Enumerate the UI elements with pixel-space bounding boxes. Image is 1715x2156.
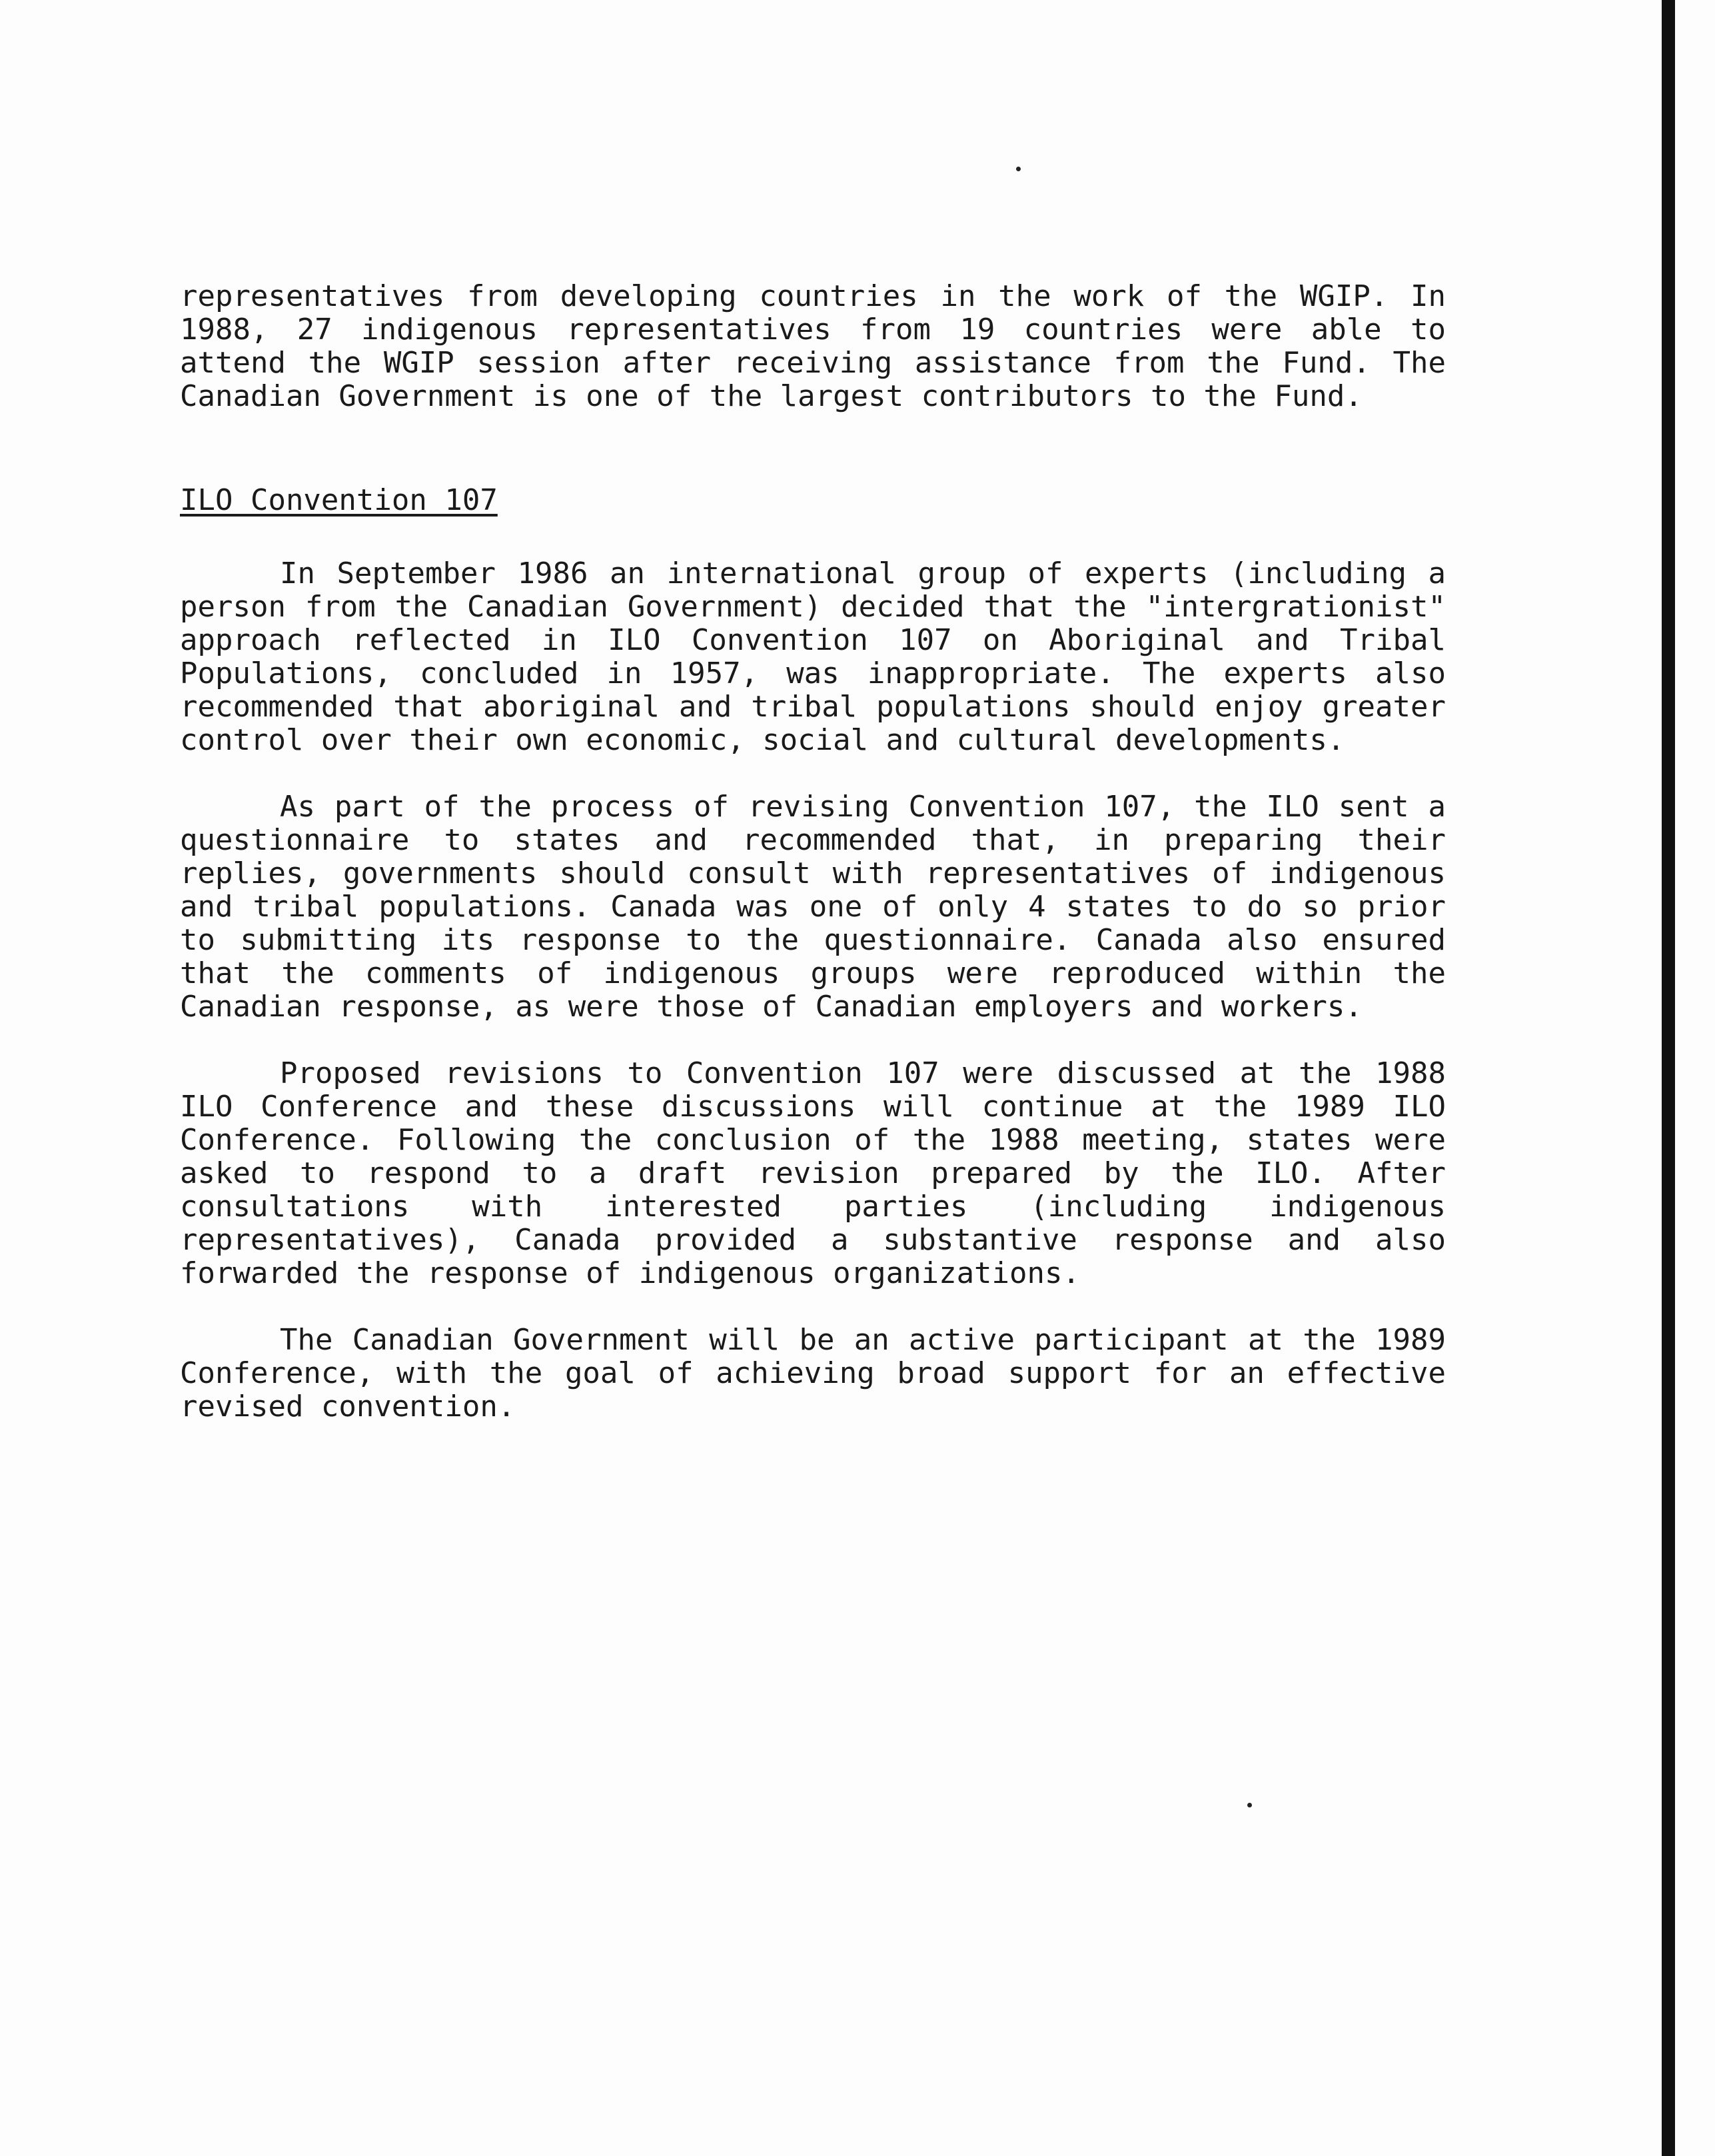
- body-paragraph: The Canadian Government will be an active participant at the 1989 Conference, with the goal of achieving broad support for an effective revised convention.: [180, 1323, 1446, 1424]
- scan-speck: [1016, 167, 1021, 171]
- section-heading: ILO Convention 107: [180, 483, 498, 517]
- document-body: [180, 280, 1446, 1424]
- body-paragraph: As part of the process of revising Convention 107, the ILO sent a questionnaire to states and recommended that, in preparing their replies, governments should consult with representatives of indigenous and tribal populations. Canada was one of only 4 states to do so prior to submitting its response to the questionnaire. Canada also ensured that the comments of indigenous groups were reproduced within the Canadian response, as were those of Canadian employers and workers.: [180, 790, 1446, 1024]
- body-paragraph: Proposed revisions to Convention 107 were discussed at the 1988 ILO Conference and these discussions will continue at the 1989 ILO Conference. Following the conclusion of the 1988 meeting, states were asked to respond to a draft revision prepared by the ILO. After consultations with interested parties (including indigenous representatives), Canada provided a substantive response and also forwarded the response of indigenous organizations.: [180, 1056, 1446, 1290]
- body-paragraph: In September 1986 an international group of experts (including a person from the Canadian Government) decided that the "intergrationist" approach reflected in ILO Convention 107 on Aboriginal and Tribal Populations, concluded in 1957, was inappropriate. The experts also recommended that aboriginal and tribal populations should enjoy greater control over their own economic, social and cultural developments.: [180, 556, 1446, 757]
- scan-edge-bar: [1662, 0, 1675, 2156]
- intro-paragraph: representatives from developing countries in the work of the WGIP. In 1988, 27 indigenous representatives from 19 countries were able to attend the WGIP session after receiving assistance from the Fund. The Canadian Government is one of the largest contributors to the Fund.: [180, 279, 1446, 413]
- scan-speck: [1247, 1803, 1252, 1807]
